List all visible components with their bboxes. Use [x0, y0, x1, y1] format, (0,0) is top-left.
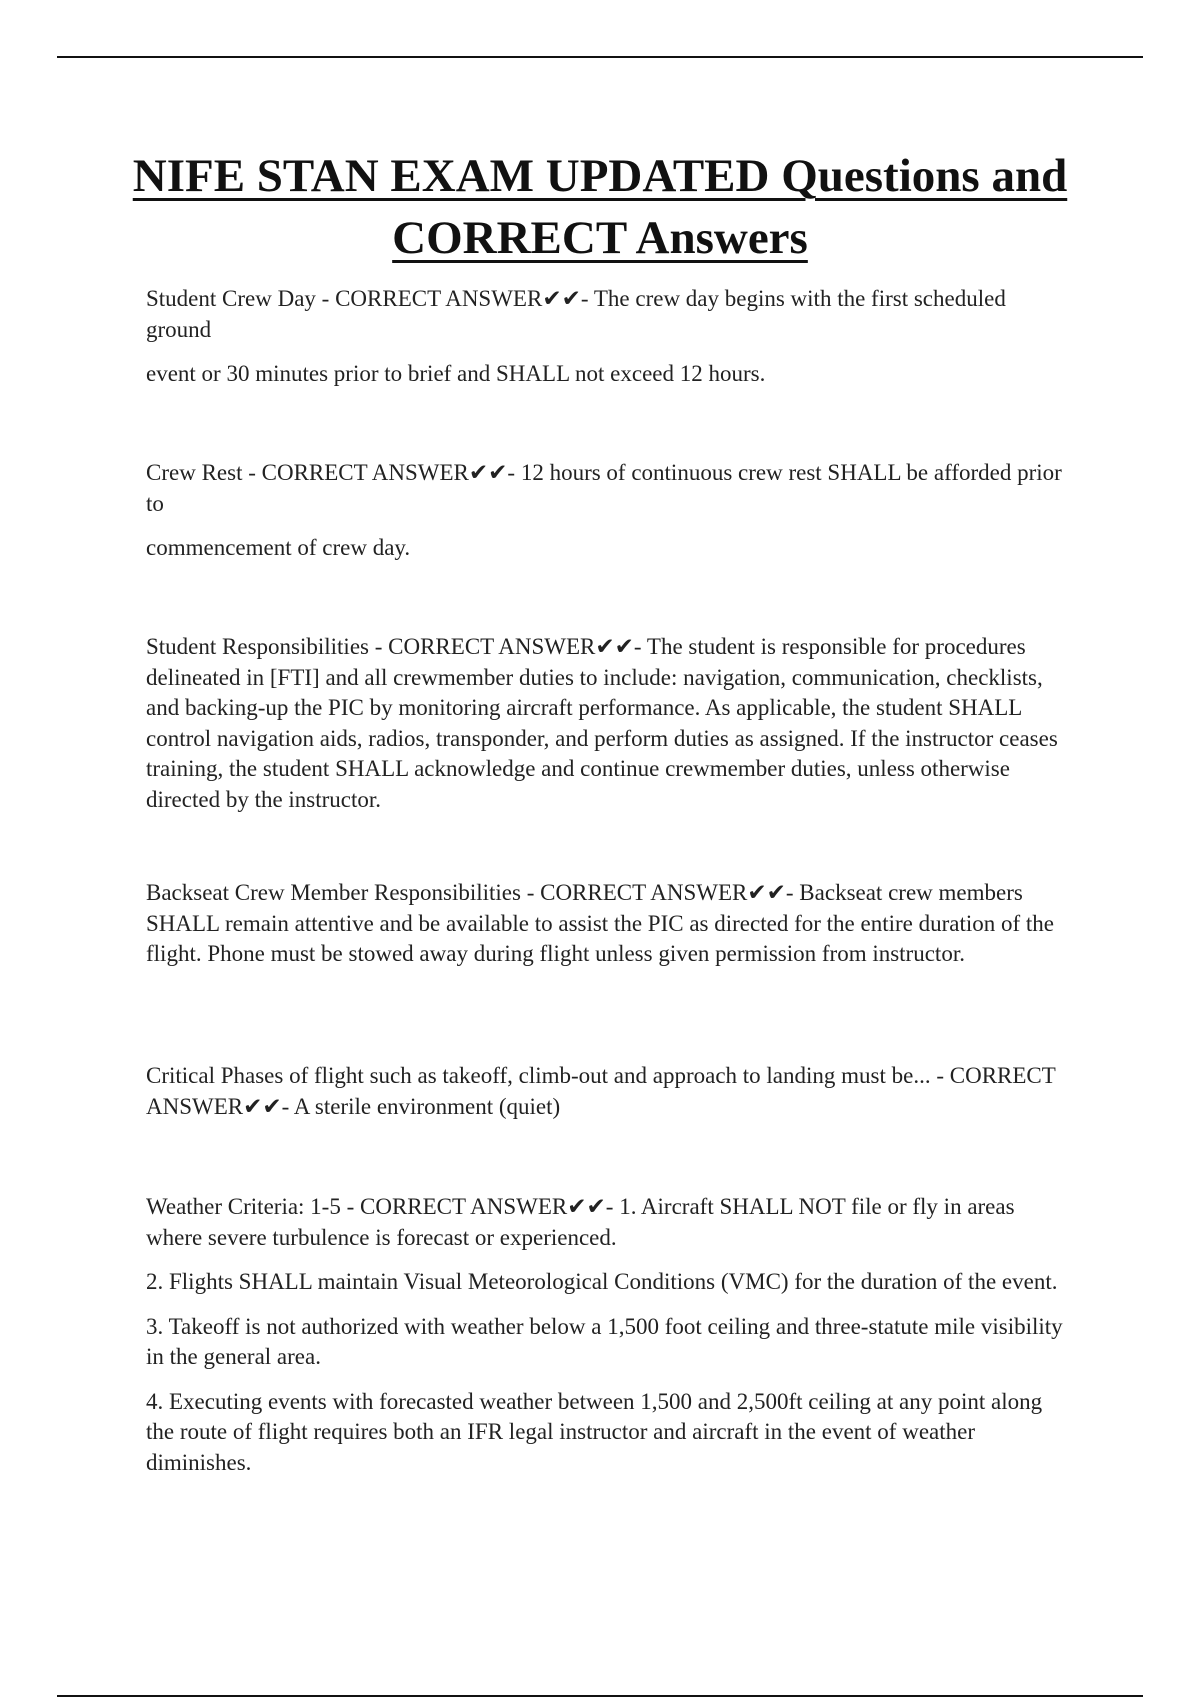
qa-item-student-responsibilities [146, 632, 1066, 829]
top-divider [57, 56, 1143, 58]
qa-item-weather-criteria [146, 1192, 1066, 1492]
qa-paragraph: Crew Rest - CORRECT ANSWER✔✔- 12 hours of continuous crew rest SHALL be afforded prior to [146, 460, 1062, 516]
qa-paragraph: 2. Flights SHALL maintain Visual Meteorological Conditions (VMC) for the duration of the event. [146, 1269, 1058, 1294]
qa-paragraph: 4. Executing events with forecasted weather between 1,500 and 2,500ft ceiling at any point along the route of flight requires both an IFR legal instructor and aircraft in the event of weather diminishes. [146, 1388, 1043, 1475]
qa-item-crew-rest [146, 458, 1066, 578]
qa-paragraph: commencement of crew day. [146, 535, 411, 560]
qa-paragraph: 3. Takeoff is not authorized with weather below a 1,500 foot ceiling and three-statute mile visibility in the general area. [146, 1313, 1063, 1369]
qa-paragraph: event or 30 minutes prior to brief and SHALL not exceed 12 hours. [146, 361, 766, 386]
qa-item-critical-phases [146, 1061, 1066, 1136]
qa-item-student-crew-day [146, 284, 1066, 404]
qa-paragraph: Student Responsibilities - CORRECT ANSWER✔✔- The student is responsible for procedures delineated in [FTI] and all crewmember duties to include: navigation, communication, checklists, and backing-up the PIC by monitoring aircraft performance. As applicable, the student SHALL control navigation aids, radios, transponder, and perform duties as assigned. If the instructor ceases training, the student SHALL acknowledge and continue crewmember duties, unless otherwise directed by the instructor. [146, 634, 1058, 812]
qa-paragraph: Critical Phases of flight such as takeoff, climb-out and approach to landing must be... - CORRECT ANSWER✔✔- A sterile environment (quiet) [146, 1063, 1056, 1119]
qa-item-backseat-crew-responsibilities [146, 878, 1066, 984]
qa-paragraph: Weather Criteria: 1-5 - CORRECT ANSWER✔✔- 1. Aircraft SHALL NOT file or fly in areas where severe turbulence is forecast or experienced. [146, 1194, 1015, 1250]
bottom-divider [57, 1695, 1143, 1697]
qa-paragraph: Backseat Crew Member Responsibilities - CORRECT ANSWER✔✔- Backseat crew members SHALL remain attentive and be available to assist the PIC as directed for the entire duration of the flight. Phone must be stowed away during flight unless given permission from instructor. [146, 880, 1054, 966]
document-title: NIFE STAN EXAM UPDATED Questions and CORRECT Answers [132, 150, 1068, 264]
qa-paragraph: Student Crew Day - CORRECT ANSWER✔✔- The crew day begins with the first scheduled ground [146, 286, 1006, 342]
